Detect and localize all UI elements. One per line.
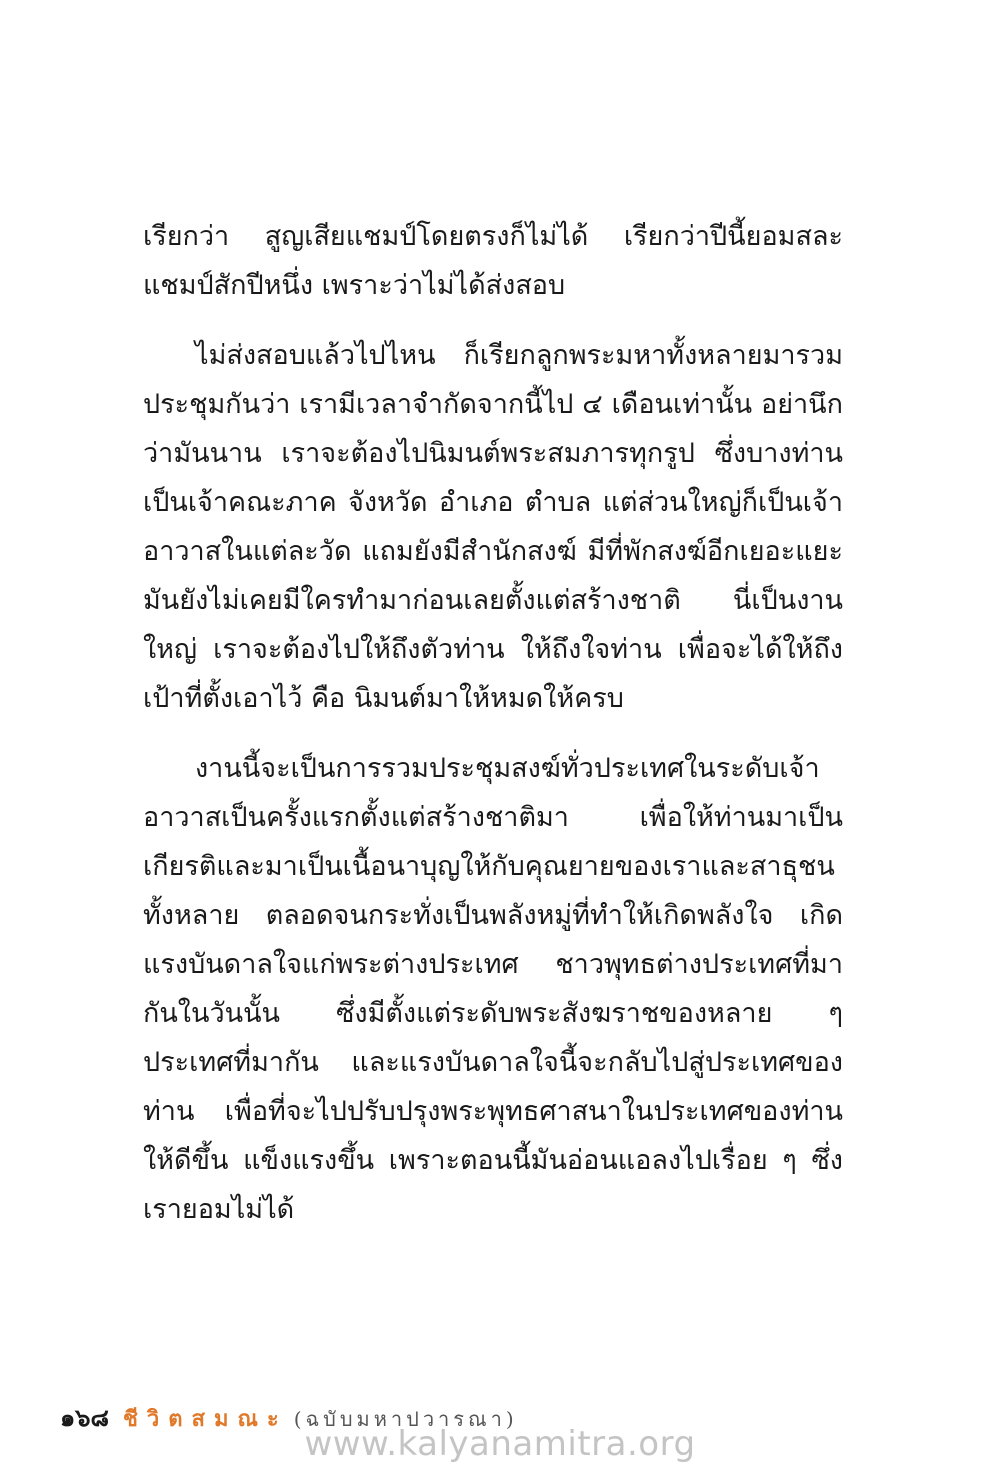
book-edition: (ฉบับมหาปวารณา) (293, 1407, 518, 1431)
paragraph-3: งานนี้จะเป็นการรวมประชุมสงฆ์ทั่วประเทศในระดับเจ้าอาวาสเป็นครั้งแรกตั้งแต่สร้างชาติมา เพื่อให้ท่านมาเป็นเกียรติและมาเป็นเนื้อนาบุญให้กับคุณยายของเราและสาธุชนทั้งหลาย ตลอดจนกระทั่งเป็นพลังหมู่ที่ทำให้เกิดพลังใจ เกิดแรงบันดาลใจแก่พระต่างประเทศ ชาวพุทธต่างประเทศที่มากันในวันนั้น ซึ่งมีตั้งแต่ระดับพระสังฆราชของหลาย ๆ ประเทศที่มากัน และแรงบันดาลใจนี้จะกลับไปสู่ประเทศของท่าน เพื่อที่จะไปปรับปรุงพระพุทธศาสนาในประเทศของท่านให้ดีขึ้น แข็งแรงขึ้น เพราะตอนนี้มันอ่อนแอลงไปเรื่อย ๆ ซึ่งเรายอมไม่ได้ (143, 753, 843, 1225)
book-title: ชีวิตสมณะ (122, 1406, 288, 1432)
website-watermark: www.kalyanamitra.org (304, 1424, 696, 1464)
page-body (143, 212, 843, 1234)
paragraph-1: เรียกว่า สูญเสียแชมป์โดยตรงก็ไม่ได้ เรียกว่าปีนี้ยอมสละแชมป์สักปีหนึ่ง เพราะว่าไม่ได้ส่งสอบ (143, 221, 843, 301)
paragraph-2: ไม่ส่งสอบแล้วไปไหน ก็เรียกลูกพระมหาทั้งหลายมารวมประชุมกันว่า เรามีเวลาจำกัดจากนี้ไป ๔ เดือนเท่านั้น อย่านึกว่ามันนาน เราจะต้องไปนิมนต์พระสมภารทุกรูป ซึ่งบางท่านเป็นเจ้าคณะภาค จังหวัด อำเภอ ตำบล แต่ส่วนใหญ่ก็เป็นเจ้าอาวาสในแต่ละวัด แถมยังมีสำนักสงฆ์ มีที่พักสงฆ์อีกเยอะแยะ มันยังไม่เคยมีใครทำมาก่อนเลยตั้งแต่สร้างชาติ นี่เป็นงานใหญ่ เราจะต้องไปให้ถึงตัวท่าน ให้ถึงใจท่าน เพื่อจะได้ให้ถึงเป้าที่ตั้งเอาไว้ คือ นิมนต์มาให้หมดให้ครบ (143, 340, 843, 714)
page-number: ๑๖๘ (60, 1403, 109, 1432)
